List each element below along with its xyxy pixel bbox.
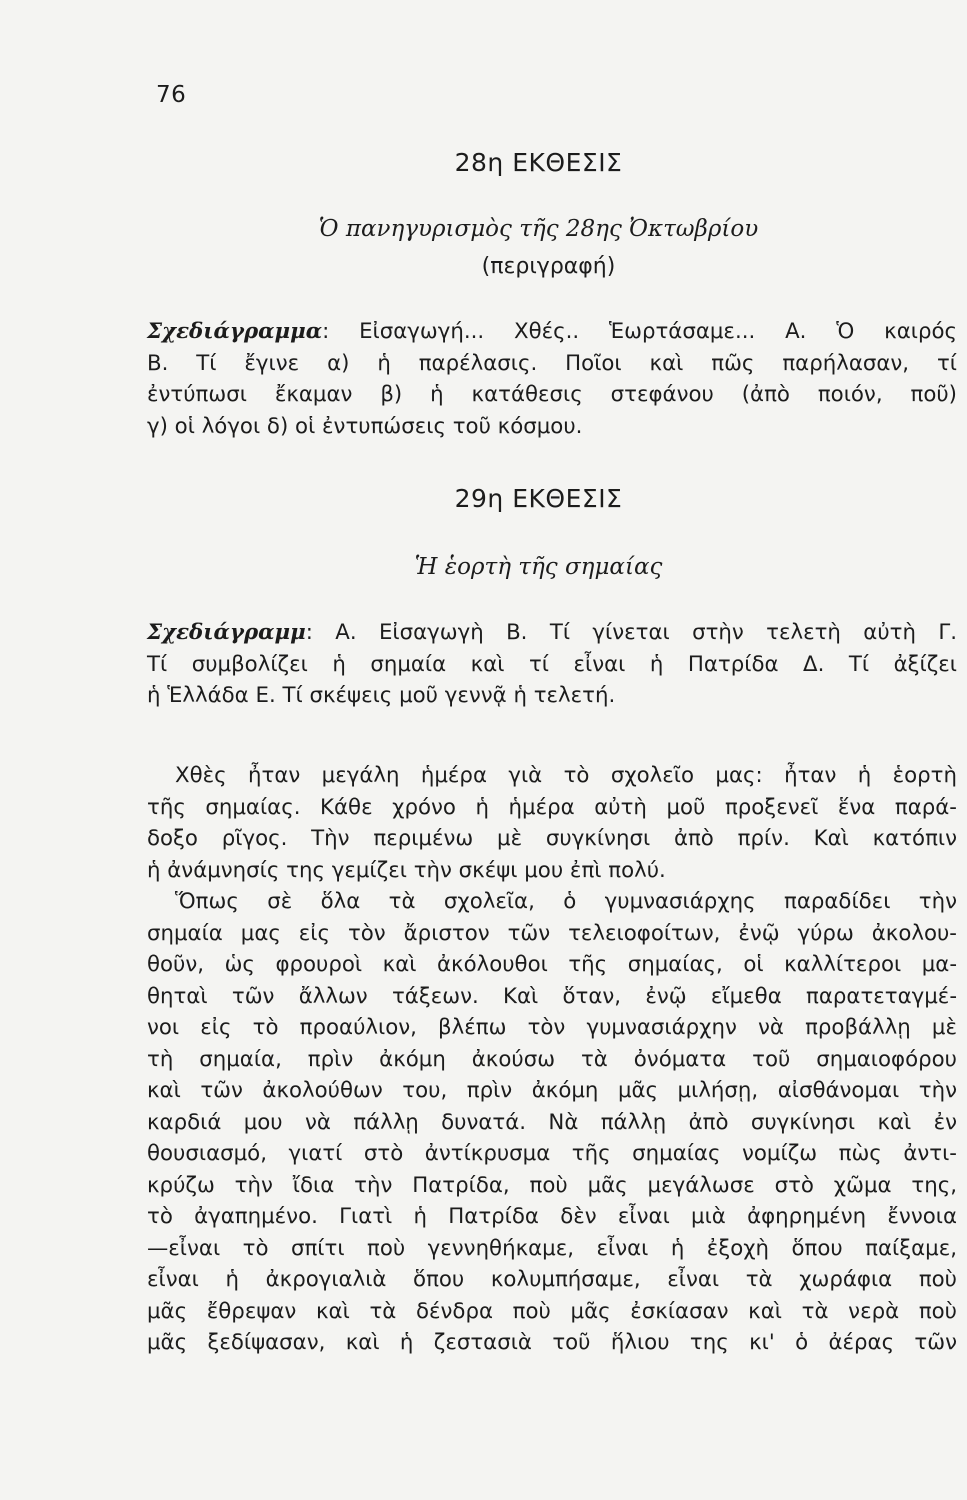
body-line: —εἶναι τὸ σπίτι ποὺ γεννηθήκαμε, εἶναι ἡ ἐξοχὴ ὅπου παίξαμε, bbox=[147, 1235, 957, 1261]
outline-line: ἐντύπωσι ἔκαμαν β) ἡ κατάθεσις στεφάνου (ἀπὸ ποιόν, ποῦ) bbox=[147, 382, 957, 407]
body-line: Χθὲς ἦταν μεγάλη ἡμέρα γιὰ τὸ σχολεῖο μας: ἦταν ἡ ἑορτὴ bbox=[175, 763, 957, 788]
body-line: θουσιασμό, γιατί στὸ ἀντίκρυσμα τῆς σημαίας νομίζω πὼς ἀντι- bbox=[147, 1141, 957, 1166]
body-line: νοι εἰς τὸ προαύλιον, βλέπω τὸν γυμνασιάρχην νὰ προβάλλῃ μὲ bbox=[147, 1015, 957, 1040]
outline-line: ἡ Ἑλλάδα Ε. Τί σκέψεις μοῦ γεννᾷ ἡ τελετή. bbox=[147, 683, 616, 708]
body-line: μᾶς ξεδίψασαν, καὶ ἡ ζεστασιὰ τοῦ ἥλιου της κι' ὁ ἀέρας τῶν bbox=[147, 1330, 957, 1355]
body-line: εἶναι ἡ ἀκρογιαλιὰ ὅπου κολυμπήσαμε, εἶναι τὰ χωράφια ποὺ bbox=[147, 1267, 957, 1292]
section-28-heading: 28η ΕΚΘΕΣΙΣ bbox=[454, 148, 623, 177]
outline-line: : Εἰσαγωγή... Χθές.. Ἑωρτάσαμε... Α. Ὁ καιρός bbox=[322, 319, 957, 344]
body-line: κρύζω τὴν ἴδια τὴν Πατρίδα, ποὺ μᾶς μεγάλωσε στὸ χῶμα της, bbox=[147, 1172, 957, 1198]
body-line: Ὅπως σὲ ὅλα τὰ σχολεῖα, ὁ γυμνασιάρχης παραδίδει τὴν bbox=[175, 889, 957, 914]
outline-line: Τί συμβολίζει ἡ σημαία καὶ τί εἶναι ἡ Πατρίδα Δ. Τί ἀξίζει bbox=[147, 651, 957, 677]
section-28-caption: (περιγραφή) bbox=[481, 254, 616, 279]
body-line: θοῦν, ὡς φρουροὶ καὶ ἀκόλουθοι τῆς σημαίας, οἱ καλλίτεροι μα- bbox=[147, 952, 957, 977]
essay-body bbox=[147, 760, 957, 1359]
outline-line: : Α. Εἰσαγωγὴ Β. Τί γίνεται στὴν τελετὴ αὐτὴ Γ. bbox=[305, 620, 957, 645]
body-line: δοξο ρῖγος. Τὴν περιμένω μὲ συγκίνησι ἀπὸ πρίν. Καὶ κατόπιν bbox=[147, 826, 957, 851]
body-line: καὶ τῶν ἀκολούθων του, πρὶν ἀκόμη μᾶς μιλήσῃ, αἰσθάνομαι τὴν bbox=[147, 1078, 957, 1103]
body-line: θηταὶ τῶν ἄλλων τάξεων. Καὶ ὅταν, ἐνῷ εἴμεθα παρατεταγμέ- bbox=[147, 983, 957, 1009]
outline-label: Σχεδιάγραμμα bbox=[147, 319, 323, 344]
body-line: τὴ σημαία, πρὶν ἀκόμη ἀκούσω τὰ ὀνόματα τοῦ σημαιοφόρου bbox=[147, 1046, 957, 1072]
outline-line: Β. Τί ἔγινε α) ἡ παρέλασις. Ποῖοι καὶ πῶς παρήλασαν, τί bbox=[147, 350, 957, 376]
page-number: 76 bbox=[156, 82, 187, 108]
section-29-heading: 29η ΕΚΘΕΣΙΣ bbox=[454, 484, 623, 513]
section-29-outline bbox=[147, 617, 957, 712]
body-line: τῆς σημαίας. Κάθε χρόνο ἡ ἡμέρα αὐτὴ μοῦ προξενεῖ ἕνα παρά- bbox=[147, 794, 957, 820]
outline-line: γ) οἱ λόγοι δ) οἱ ἐντυπώσεις τοῦ κόσμου. bbox=[147, 413, 583, 439]
section-28-outline bbox=[147, 316, 957, 442]
outline-label: Σχεδιάγραμμ bbox=[147, 620, 306, 645]
body-line: τὸ ἀγαπημένο. Γιατὶ ἡ Πατρίδα δὲν εἶναι μιὰ ἀφηρημένη ἔννοια bbox=[147, 1204, 957, 1229]
section-28-subtitle: Ὁ πανηγυρισμὸς τῆς 28ης Ὀκτωβρίου bbox=[318, 216, 759, 242]
section-29-subtitle: Ἡ ἑορτὴ τῆς σημαίας bbox=[414, 554, 663, 580]
body-line: καρδιά μου νὰ πάλλῃ δυνατά. Νὰ πάλλῃ ἀπὸ συγκίνησι καὶ ἐν bbox=[147, 1109, 957, 1135]
body-line: σημαία μας εἰς τὸν ἄριστον τῶν τελειοφοίτων, ἐνῷ γύρω ἀκολου- bbox=[147, 920, 957, 946]
body-line: μᾶς ἔθρεψαν καὶ τὰ δένδρα ποὺ μᾶς ἐσκίασαν καὶ τὰ νερὰ ποὺ bbox=[147, 1298, 957, 1324]
body-line: ἡ ἀνάμνησίς της γεμίζει τὴν σκέψι μου ἐπὶ πολύ. bbox=[147, 857, 666, 883]
